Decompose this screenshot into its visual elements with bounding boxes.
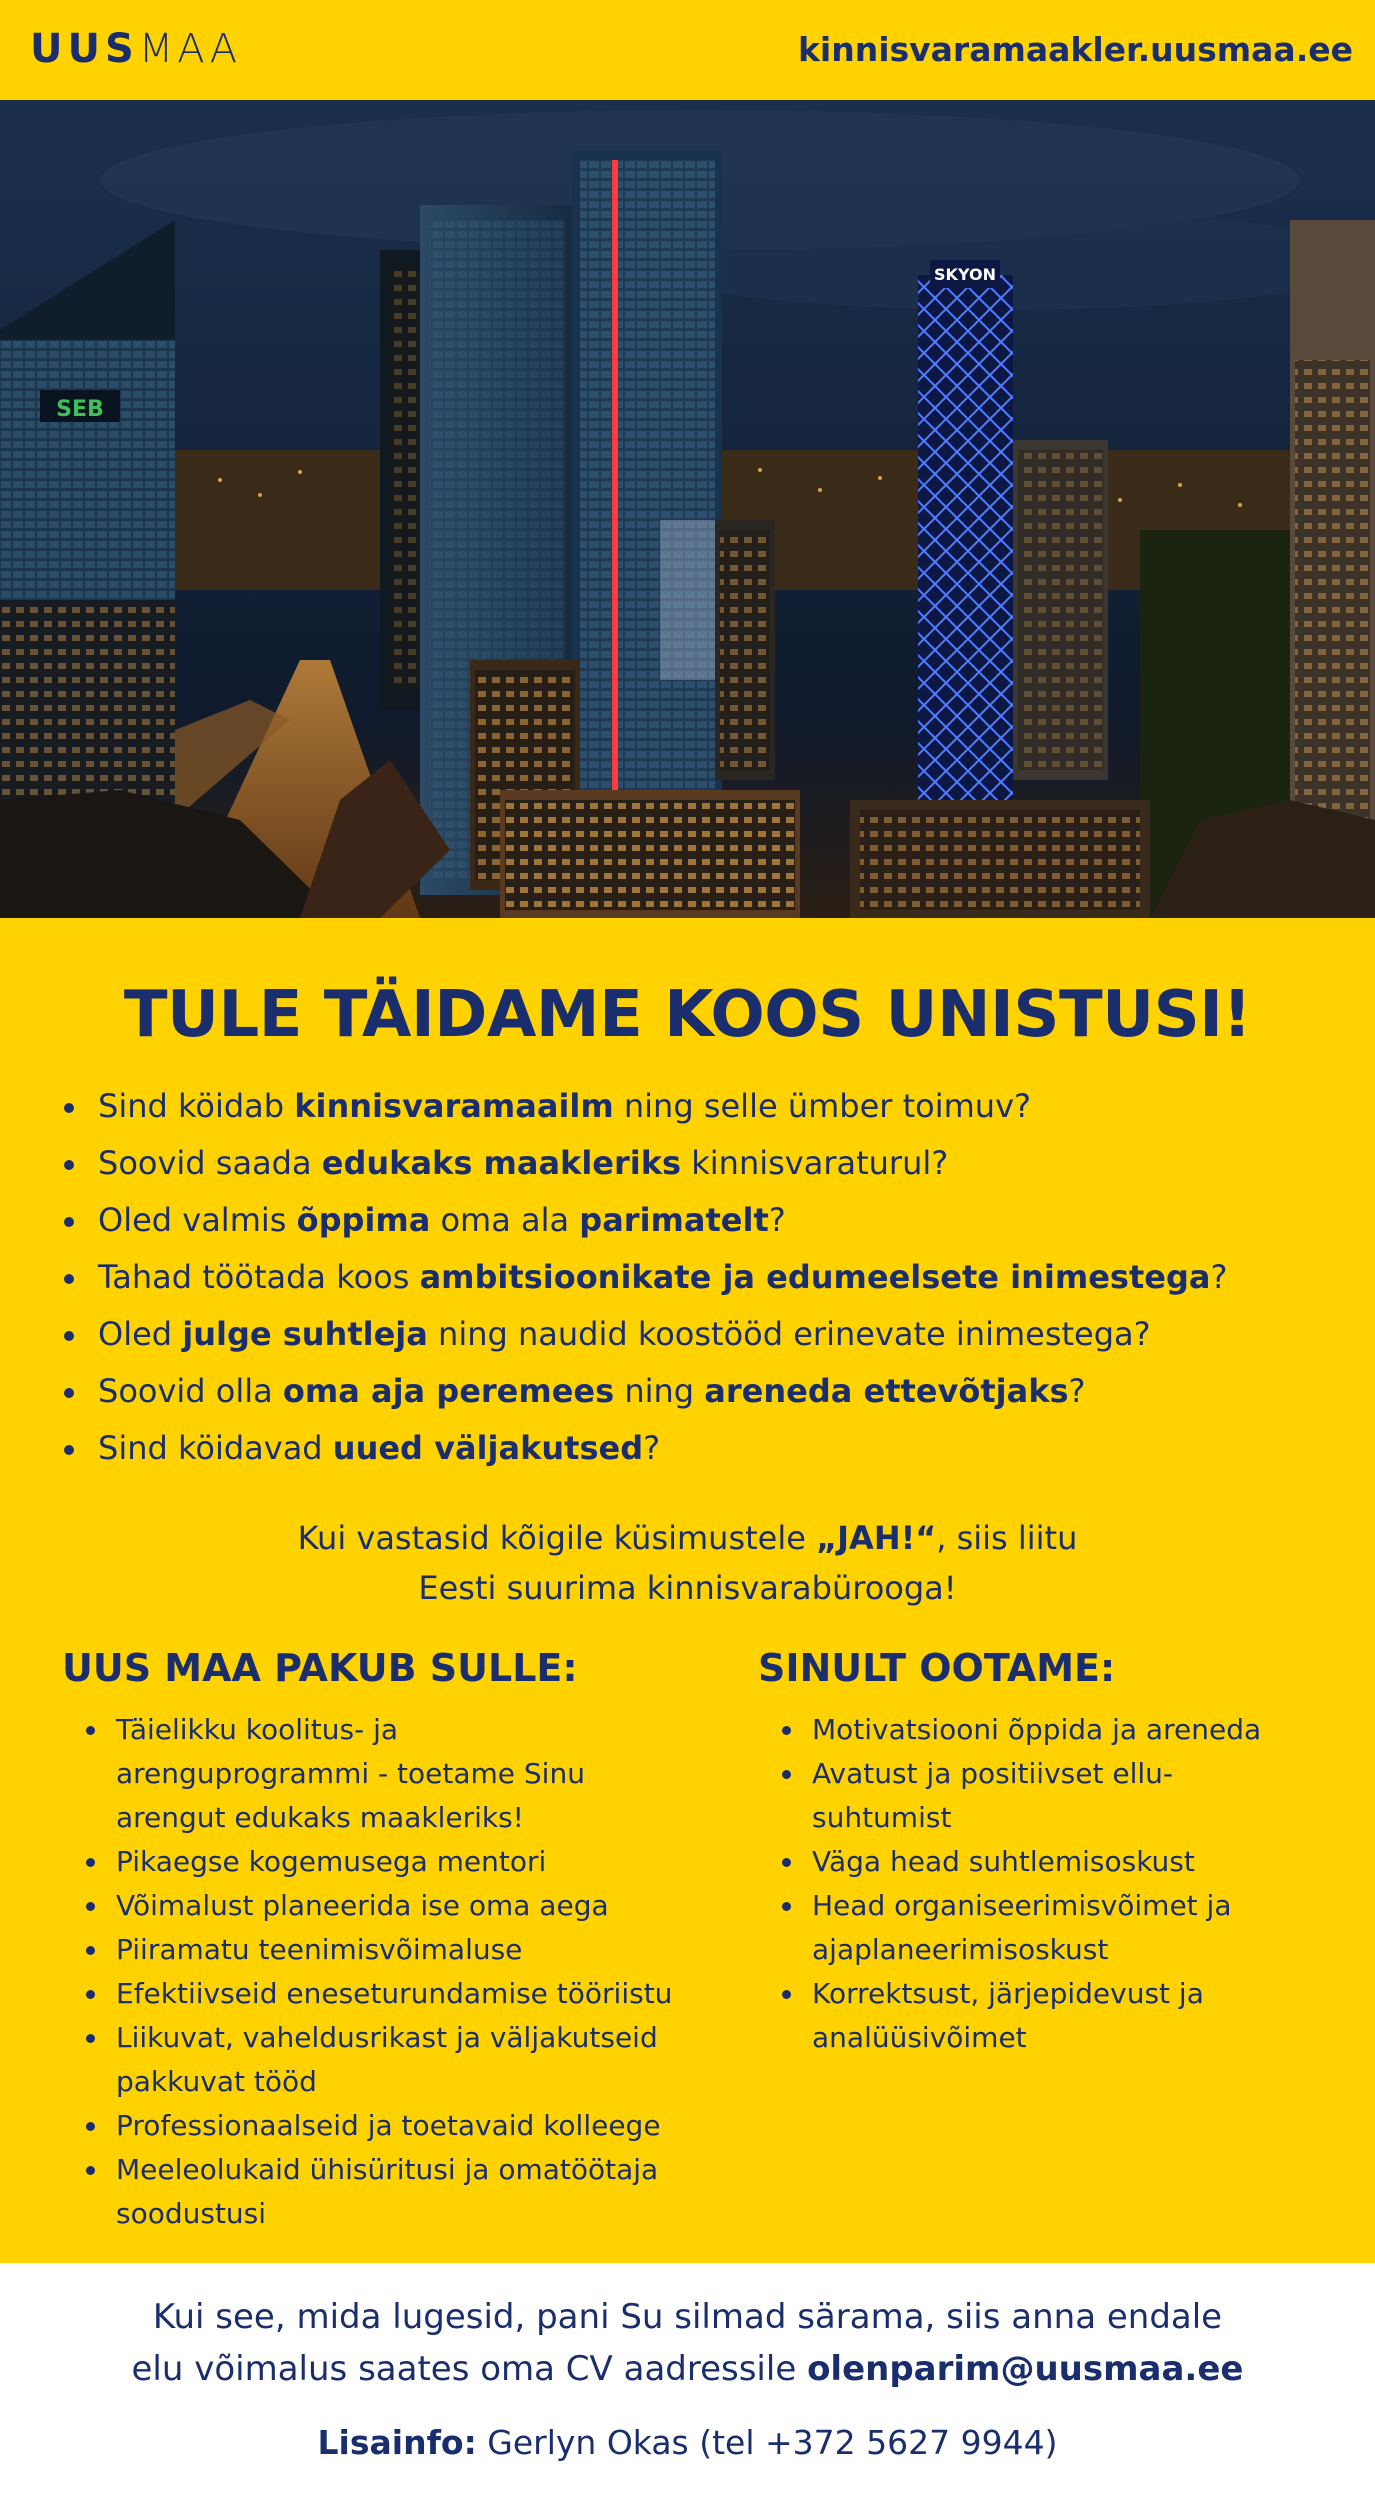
question-item: Tahad töötada koos ambitsioonikate ja edumeelsete inimestega? [60,1249,1340,1306]
offer-item: Piiramatu teenimisvõimaluse [82,1928,742,1972]
offer-item: Täielikku koolitus- ja arenguprogrammi - toetame Sinu arengut edukaks maakleriks! [82,1708,642,1840]
main-content [0,918,1375,2263]
website-link[interactable]: kinnisvaramaakler.uusmaa.ee [797,30,1353,69]
top-bar [0,0,1375,100]
headline: TULE TÄIDAME KOOS UNISTUSI! [123,978,1252,1052]
offer-item: Liikuvat, vaheldusrikast ja väljakutseid pakkuvat tööd [82,2016,742,2104]
expect-item: Head organiseerimisvõimet ja ajaplaneerimisoskust [778,1884,1338,1972]
expect-item: Motivatsiooni õppida ja areneda [778,1708,1338,1752]
question-item: Sind köidab kinnisvaramaailm ning selle ümber toimuv? [60,1078,1340,1135]
city-night-photo [0,100,1375,918]
offer-item: Efektiivseid eneseturundamise tööriistu [82,1972,742,2016]
contact-info: Lisainfo: Gerlyn Okas (tel +372 5627 9944) [317,2423,1058,2462]
footer [0,2263,1375,2500]
question-item: Oled valmis õppima oma ala parimatelt? [60,1192,1340,1249]
offer-title: UUS MAA PAKUB SULLE: [62,1646,578,1690]
expect-list [778,1708,1338,2060]
question-item: Soovid saada edukaks maakleriks kinnisvaraturul? [60,1135,1340,1192]
uusmaa-logo[interactable]: UUSMAA [30,26,242,72]
offer-item: Professionaalseid ja toetavaid kolleege [82,2104,742,2148]
expect-title: SINULT OOTAME: [758,1646,1116,1690]
offer-item: Võimalust planeerida ise oma aega [82,1884,742,1928]
question-item: Sind köidavad uued väljakutsed? [60,1420,1340,1477]
seb-sign: SEB [56,397,104,422]
skyon-sign: SKYON [934,265,996,284]
answer-text: Kui vastasid kõigile küsimustele „JAH!“, siis liitu Eesti suurima kinnisvarabürooga! [297,1519,1078,1607]
expect-item: Avatust ja positiivset ellu-suhtumist [778,1752,1258,1840]
question-item: Oled julge suhtleja ning naudid koostööd erinevate inimestega? [60,1306,1340,1363]
question-list [60,1078,1340,1477]
question-item: Soovid olla oma aja peremees ning areneda ettevõtjaks? [60,1363,1340,1420]
offer-list [82,1708,742,2236]
expect-item: Korrektsust, järjepidevust ja analüüsivõimet [778,1972,1258,2060]
offer-item: Meeleolukaid ühisüritusi ja omatöötaja soodustusi [82,2148,742,2236]
expect-item: Väga head suhtlemisoskust [778,1840,1338,1884]
offer-item: Pikaegse kogemusega mentori [82,1840,742,1884]
footer-cta: Kui see, mida lugesid, pani Su silmad särama, siis anna endale elu võimalus saates oma CV aadressile olenparim@uusmaa.ee [131,2297,1244,2389]
email-link[interactable]: olenparim@uusmaa.ee [807,2349,1244,2389]
